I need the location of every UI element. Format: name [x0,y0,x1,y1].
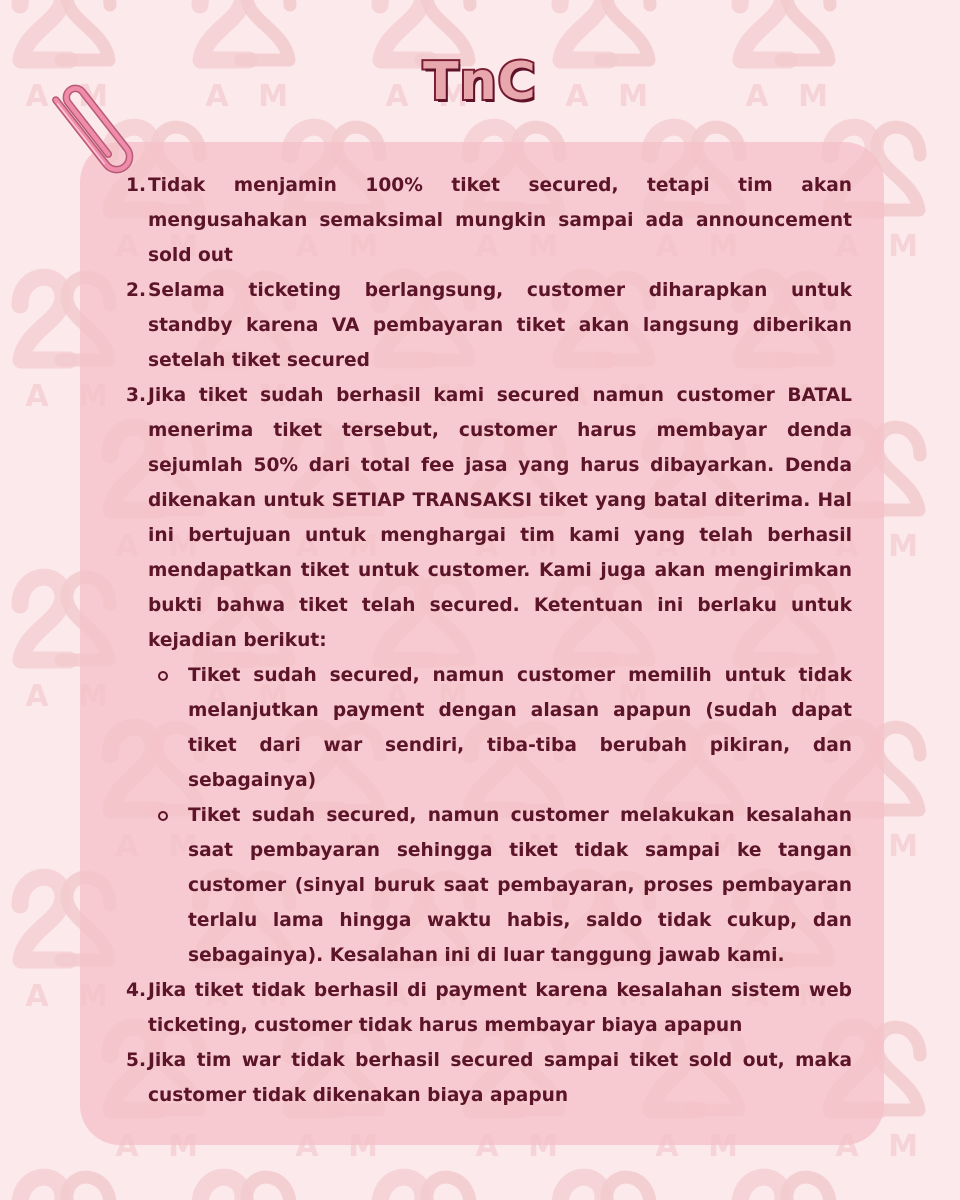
watermark-logo [200,1177,290,1200]
term-number: 2. [126,280,147,301]
term-text: Jika tiket tidak berhasil di payment karena kesalahan sistem web ticketing, customer tidak harus membayar biaya apapun [148,980,852,1036]
term-item [122,273,852,378]
watermark-logo [560,1177,650,1200]
circle-bullet-icon [158,671,168,681]
term-sub-list [148,658,852,973]
term-text: Jika tim war tidak berhasil secured sampai tiket sold out, maka customer tidak dikenakan biaya apapun [148,1050,852,1106]
sub-item-text: Tiket sudah secured, namun customer memilih untuk tidak melanjutkan payment dengan alasan apapun (sudah dapat tiket dari war sendiri, tiba-tiba berubah pikiran, dan sebagainya) [188,665,852,791]
watermark-logo [740,1177,830,1200]
term-text: Selama ticketing berlangsung, customer diharapkan untuk standby karena VA pembayaran tiket akan langsung diberikan setelah tiket secured [148,280,852,371]
term-item [122,973,852,1043]
term-number: 5. [126,1050,147,1071]
sub-item-text: Tiket sudah secured, namun customer melakukan kesalahan saat pembayaran sehingga tiket tidak sampai ke tangan customer (sinyal buruk saat pembayaran, proses pembayaran terlalu lama hingga waktu habis, saldo tidak cukup, dan sebagainya). Kesalahan ini di luar tanggung jawab kami. [188,805,852,966]
term-number: 1. [126,175,147,196]
term-item [122,1043,852,1113]
page-title: TnC [423,52,537,112]
term-text: Tidak menjamin 100% tiket secured, tetapi tim akan mengusahakan semaksimal mungkin sampai ada announcement sold out [148,175,852,266]
term-number: 4. [126,980,147,1001]
sub-item [148,798,852,973]
term-text: Jika tiket sudah berhasil kami secured namun customer BATAL menerima tiket tersebut, customer harus membayar denda sejumlah 50% dari total fee jasa yang harus dibayarkan. Denda dikenakan untuk SETIAP TRANSAKSI tiket yang batal diterima. Hal ini bertujuan untuk menghargai tim kami yang telah berhasil mendapatkan tiket untuk customer. Kami juga akan mengirimkan bukti bahwa tiket telah secured. Ketentuan ini berlaku untuk kejadian berikut: [148,385,852,651]
circle-bullet-icon [158,811,168,821]
term-number: 3. [126,385,147,406]
term-item [122,378,852,973]
terms-list [122,168,852,1113]
sub-item [148,658,852,798]
paperclip-icon [50,72,140,187]
watermark-logo [20,1177,110,1200]
watermark-logo [380,1177,470,1200]
term-item [122,168,852,273]
